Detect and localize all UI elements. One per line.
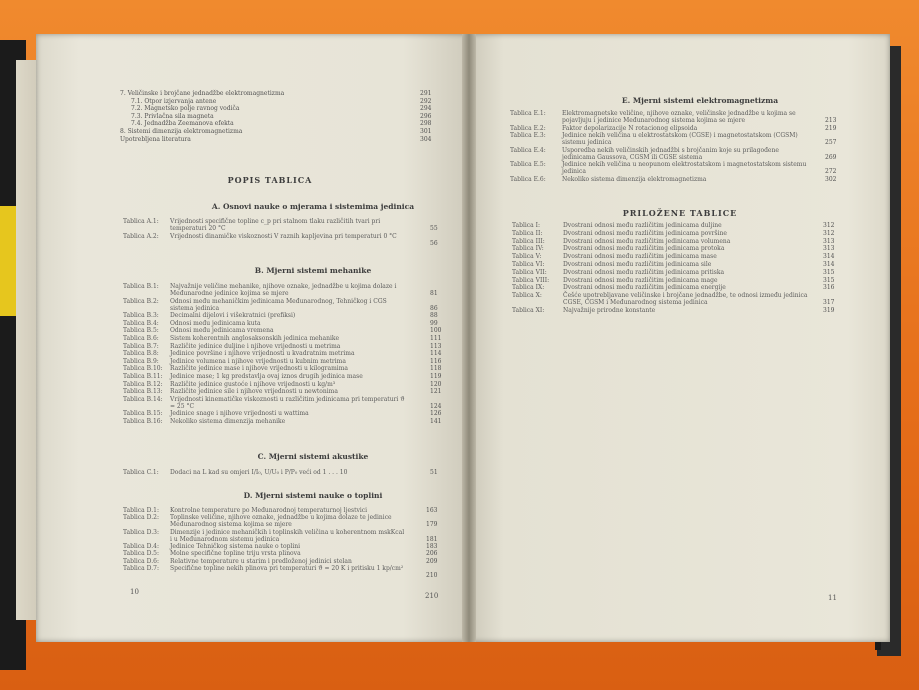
table-row-page: 114 (430, 350, 442, 358)
table-row-page: 213 (825, 117, 837, 124)
table-row-label: Tablica E.3: (510, 132, 546, 139)
table-row-page: 113 (430, 342, 442, 350)
appendix-row-page: 312 (823, 222, 835, 229)
appendix-row-text: Najvažnije prirodne konstante (563, 307, 656, 314)
appendix-row-page: 319 (823, 307, 835, 314)
table-row-label: Tablica B.6: (123, 335, 159, 342)
toc-entry-page: 292 (420, 97, 432, 105)
table-row-label: Tablica B.16: (123, 418, 163, 425)
table-row-page: 116 (430, 357, 442, 365)
toc-entry-text: 7.1. Otpor izjervanja antene (131, 97, 217, 105)
table-row-text: Nekoliko sistema dimenzija elektromagnetizma (562, 175, 707, 183)
table-row-page: 119 (430, 373, 442, 380)
toc-entry-page: 291 (420, 90, 432, 97)
table-row-text: Vrijednosti dinamičke viskoznosti V raznih kapljevina pri temperaturi 0 °C (170, 233, 397, 240)
table-row-page: 179 (426, 521, 438, 529)
table-row-text: Vrijednosti specifične topline c_p pri stalnom tlaku različitih tvari pri temperaturi 20 °C (170, 218, 381, 232)
table-row-page: 51 (430, 469, 438, 476)
appendix-row-label: Tablica V: (512, 253, 542, 261)
table-row-page: 88 (430, 312, 438, 320)
table-row-page: 118 (430, 365, 442, 373)
toc-entry-page: 298 (420, 120, 432, 128)
table-row-page: 181 (426, 535, 438, 543)
page-number: 11 (828, 594, 837, 602)
appendix-row-page: 313 (823, 245, 835, 253)
appendix-row-label: Tablica VIII: (512, 276, 550, 284)
appendix-row-page: 314 (823, 261, 835, 268)
table-row-page: 120 (430, 380, 442, 388)
table-row-page: 56 (430, 240, 438, 247)
appendix-row-text: Dvostrani odnosi među različitim jedinicama površine (563, 229, 727, 237)
table-row-text: Različite jedinice duljine i njihove vrijednosti u metrima (170, 342, 341, 350)
table-row-text: Dimenzije i jedinice mehaničkih i toplinskih veličina u koherentnom mskKcal i u Međunarodnom sistemu jedinica (170, 528, 405, 543)
table-row-label: Tablica E.6: (510, 175, 546, 183)
section-heading: E. Mjerni sistemi elektromagnetizma (621, 96, 779, 105)
appendix-row-text: Dvostrani odnosi među različitim jedinicama pritiska (563, 268, 725, 276)
section-heading: D. Mjerni sistemi nauke o toplini (243, 491, 383, 500)
toc-entry-text: Upotrebljena literatura (120, 135, 191, 143)
appendix-row-label: Tablica II: (512, 229, 543, 237)
table-row-label: Tablica B.8: (123, 350, 159, 358)
appendix-row-label: Tablica IV: (512, 245, 544, 253)
table-row-text: Dodaci na L kad su omjeri I/I₀, U/U₀ i P/P₀ veći od 1 . . . 10 (170, 469, 348, 476)
appendix-row-page: 312 (823, 229, 835, 237)
appendix-row-text: Dvostrani odnosi među različitim jedinicama protoka (563, 245, 725, 253)
table-row-text: Jedinice snage i njihove vrijednosti u wattima (170, 410, 309, 418)
table-row-page: 219 (825, 124, 837, 132)
table-row-page: 210 (426, 571, 438, 579)
appendix-row-text: Dvostrani odnosi među različitim jedinicama mage (563, 276, 718, 284)
table-row-label: Tablica D.2: (123, 514, 159, 522)
table-row-label: Tablica E.4: (510, 146, 546, 154)
table-row-text: Odnosi među mehaničkim jedinicama Međunarodnog, Tehničkog i CGS sistema jedinica (170, 297, 387, 312)
table-row-page: 124 (430, 402, 442, 410)
toc-entry-text: 7. Veličinske i brojčane jednadžbe elektromagnetizma (120, 90, 285, 97)
table-row-page: 55 (430, 225, 438, 232)
appendix-row-label: Tablica X: (512, 292, 542, 300)
toc-entry-page: 304 (420, 135, 432, 143)
table-row-text: Vrijednosti kinematičke viskoznosti u različitim jedinicama pri temperaturi ϑ = 25 °C (170, 395, 405, 410)
table-row-label: Tablica D.3: (123, 528, 159, 536)
appendix-row-page: 315 (823, 268, 835, 276)
section-heading: C. Mjerni sistemi akustike (257, 452, 369, 461)
appendix-row-text: Dvostrani odnosi među različitim jedinicama mase (563, 253, 717, 261)
appendix-row-label: Tablica I: (512, 222, 541, 229)
appendix-row-page: 316 (823, 284, 835, 292)
table-row-label: Tablica B.12: (123, 380, 163, 388)
table-row-label: Tablica B.10: (123, 365, 163, 373)
appendix-row-page: 315 (823, 276, 835, 284)
table-row-text: Jedinice nekih veličina u elektrostatskom (CGSE) i magnetostatskom (CGSM) sistemu jedinica (562, 132, 798, 146)
appendix-row-label: Tablica XI: (512, 307, 545, 314)
appendix-row-text: Dvostrani odnosi među različitim jedinicama duljine (563, 222, 722, 229)
table-row-text: Nekoliko sistema dimenzija mehanike (170, 418, 286, 425)
table-row-label: Tablica C.1: (123, 469, 159, 476)
toc-entry-text: 8. Sistemi dimenzija elektromagnetizma (120, 128, 243, 135)
table-row-text: Jedinice volumena i njihove vrijednosti u kubnim metrima (170, 357, 346, 365)
table-row-text: Jedinice površine i njihove vrijednosti u kvadratnim metrima (170, 350, 355, 358)
table-row-label: Tablica B.15: (123, 410, 163, 418)
section-heading: A. Osnovi nauke o mjerama i sistemima jedinica (211, 202, 415, 211)
table-row-label: Tablica B.9: (123, 357, 159, 365)
toc-entry-text: 7.4. Jednadžba Zeemanova efekta (131, 120, 234, 128)
table-row-label: Tablica B.7: (123, 342, 159, 350)
table-row-page: 126 (430, 410, 442, 418)
table-row-label: Tablica D.6: (123, 557, 159, 565)
table-row-label: Tablica A.2: (123, 233, 159, 240)
table-row-text: Najvažnije veličine mehanike, njihove oznake, jednadžbe u kojima dolaze i Međunarodne jedinice kojima se mjere (170, 283, 397, 297)
appendix-row-label: Tablica IX: (512, 284, 545, 292)
table-row-text: Relativne temperature u starim i predloženoj jedinici stelan (170, 557, 352, 565)
appendix-row-label: Tablica VI: (512, 261, 545, 268)
table-row-text: Jedinice Tehničkog sistema nauke o toplini (170, 542, 301, 550)
table-row-page: 141 (430, 418, 442, 425)
table-row-text: Faktor depolarizacije N rotacionog elipsoida (562, 124, 698, 132)
table-row-page: 183 (426, 542, 438, 550)
table-row-label: Tablica B.4: (123, 319, 159, 327)
table-row-label: Tablica B.5: (123, 327, 159, 335)
section-title: POPIS TABLICA (227, 175, 313, 185)
table-row-label: Tablica D.5: (123, 550, 159, 558)
appendix-row-page: 317 (823, 299, 835, 307)
appendix-heading: PRILOŽENE TABLICE (622, 208, 738, 218)
table-row-text: Toplinske veličine, njihove oznake, jednadžbe u kojima dolaze te jedinice Međunarodnog sistema kojima se mjere (170, 514, 392, 529)
table-row-text: Molne specifične topline triju vrsta plinova (170, 550, 301, 558)
book-gutter (462, 34, 476, 642)
table-row-label: Tablica D.7: (123, 564, 159, 572)
table-row-text: Odnosi među jedinicama kuta (170, 319, 261, 327)
table-row-text: Kontrolne temperature po Međunarodnoj temperaturnoj ljestvici (170, 507, 368, 514)
table-row-label: Tablica D.1: (123, 507, 159, 514)
table-row-page: 209 (426, 557, 438, 565)
appendix-row-text: Dvostrani odnosi među različitim jedinicama energije (563, 284, 726, 292)
table-row-label: Tablica B.2: (123, 297, 159, 305)
table-row-label: Tablica E.2: (510, 124, 546, 132)
table-row-page: 99 (430, 319, 438, 327)
table-row-text: Elektromagnetske veličine, njihove oznake, veličinske jednadžbe u kojima se pojavljuju i jedinice Međunarodnog sistema kojima se mjere (562, 110, 796, 124)
table-row-page: 86 (430, 304, 438, 312)
table-row-text: Usporedba nekih veličinskih jednadžbi s brojčanim koje su prilagođene jedinicama Gaussova, CGSM ili CGSE sistema (562, 146, 779, 161)
table-row-text: Odnosi među jedinicama vremena (170, 327, 274, 335)
table-row-label: Tablica B.14: (123, 395, 163, 403)
table-row-text: Različite jedinice gustoće i njihove vrijednosti u kg/m³ (170, 380, 336, 388)
table-row-label: Tablica E.1: (510, 110, 546, 117)
table-row-text: Decimalni dijelovi i višekratnici (prefiksi) (170, 312, 296, 320)
toc-entry-text: 7.3. Privlačna sila magneta (131, 112, 214, 120)
table-row-page: 302 (825, 175, 837, 183)
appendix-row-page: 313 (823, 237, 835, 245)
page-number: 210 (425, 592, 439, 600)
toc-entry-page: 294 (420, 105, 432, 113)
appendix-row-page: 314 (823, 253, 835, 261)
table-row-page: 206 (426, 550, 438, 558)
table-row-label: Tablica D.4: (123, 542, 159, 550)
table-row-page: 81 (430, 290, 438, 297)
table-row-text: Jedinice nekih veličina u neopunom elektrostatskom i magnetostatskom sistemu jedinica (562, 161, 807, 175)
section-heading: B. Mjerni sistemi mehanike (254, 266, 372, 275)
table-row-text: Sistem koherentnih anglosaksonskih jedinica mehanike (170, 335, 340, 342)
table-row-page: 111 (430, 335, 442, 342)
page-number: 10 (130, 588, 139, 596)
table-row-page: 257 (825, 139, 837, 146)
table-row-text: Specifične topline nekih plinova pri temperaturi ϑ = 20 K i pritisku 1 kp/cm² (170, 564, 404, 572)
table-row-label: Tablica B.11: (123, 373, 163, 380)
toc-entry-text: 7.2. Magnetsko polje ravnog vodiča (131, 105, 240, 113)
table-row-page: 163 (426, 507, 438, 514)
appendix-row-text: Češće upotrebljavane veličinske i brojčane jednadžbe, te odnosi između jedinica CGSE, CGSM i Međunarodnog sistema jedinica (563, 292, 808, 307)
appendix-row-label: Tablica VII: (512, 268, 547, 276)
table-row-text: Različite jedinice mase i njihove vrijednosti u kilogramima (170, 365, 348, 373)
toc-entry-page: 301 (420, 128, 432, 135)
appendix-row-text: Dvostrani odnosi među različitim jedinicama volumena (563, 237, 731, 245)
table-row-page: 100 (430, 327, 442, 335)
table-row-text: Različite jedinice sile i njihove vrijednosti u newtonima (170, 388, 338, 396)
table-row-label: Tablica B.13: (123, 388, 163, 396)
table-row-label: Tablica A.1: (123, 218, 159, 225)
table-row-page: 121 (430, 388, 442, 396)
appendix-row-label: Tablica III: (512, 237, 545, 245)
table-row-text: Jedinice mase; 1 kg predstavlja ovaj iznos drugih jedinica mase (170, 373, 363, 380)
toc-entry-page: 296 (420, 112, 432, 120)
appendix-row-text: Dvostrani odnosi među različitim jedinicama sile (563, 261, 712, 268)
table-row-label: Tablica E.5: (510, 161, 546, 168)
table-row-label: Tablica B.1: (123, 283, 159, 290)
table-row-page: 269 (825, 153, 837, 161)
table-row-label: Tablica B.3: (123, 312, 159, 320)
table-row-page: 272 (825, 168, 837, 175)
